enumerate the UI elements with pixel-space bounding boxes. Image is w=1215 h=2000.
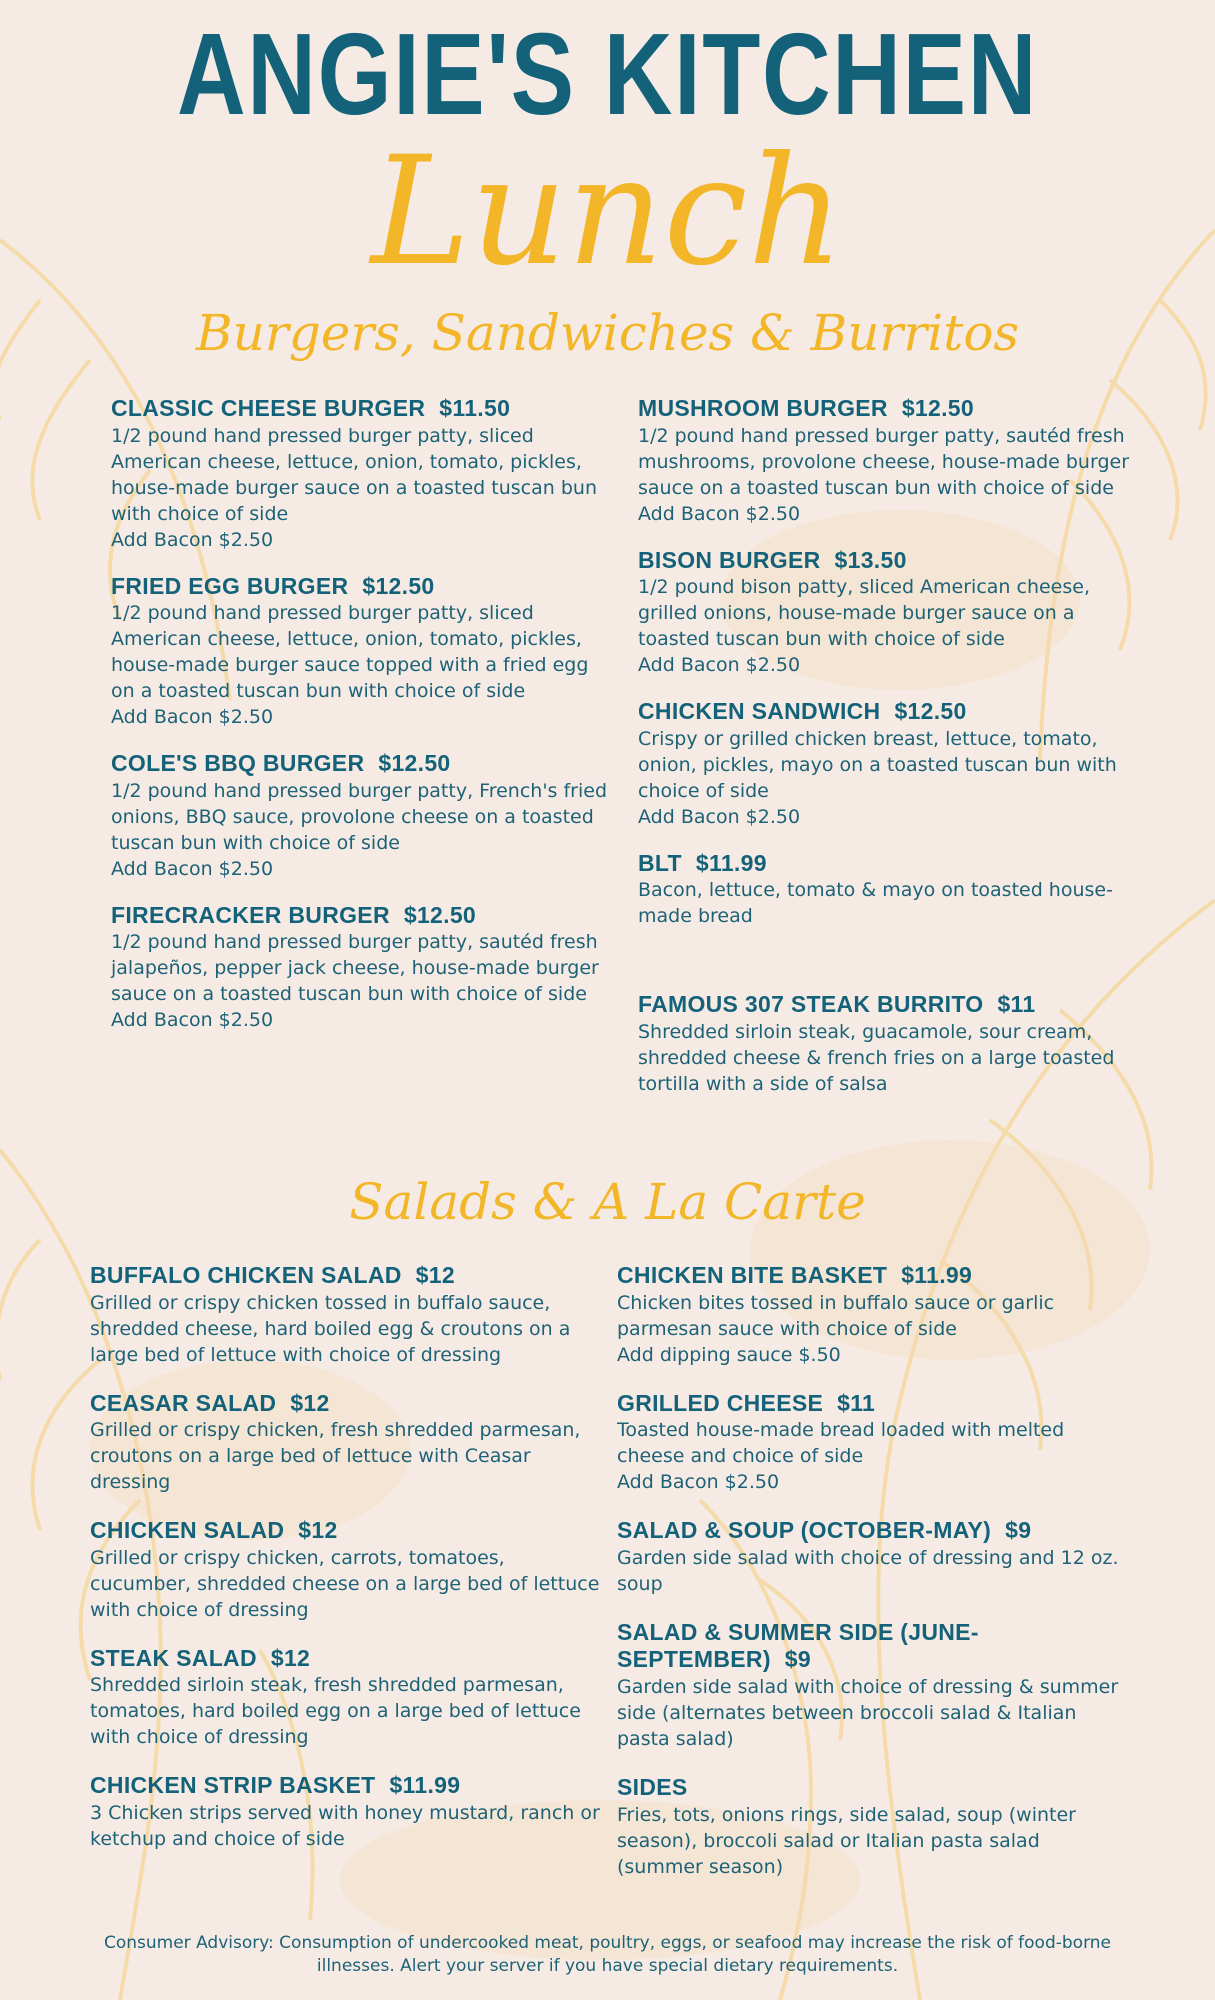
menu-item-name: STEAK SALAD <box>90 1644 257 1671</box>
menu-item-price: $12 <box>270 1644 311 1671</box>
menu-item-heading <box>617 1774 1127 1802</box>
menu-item <box>638 395 1138 527</box>
burgers-left-column <box>111 395 611 1053</box>
menu-item-heading <box>638 547 1138 575</box>
menu-item-heading <box>111 395 611 423</box>
menu-item-heading <box>617 1517 1127 1545</box>
menu-item-heading <box>638 991 1138 1019</box>
menu-item <box>90 1390 600 1496</box>
menu-item-name: COLE'S BBQ BURGER <box>111 750 365 777</box>
menu-item-name: BUFFALO CHICKEN SALAD <box>90 1262 402 1288</box>
menu-item-name: MUSHROOM BURGER <box>638 395 888 421</box>
menu-item-name: FRIED EGG BURGER <box>111 572 349 599</box>
menu-item-heading <box>90 1645 600 1673</box>
menu-item-description: Shredded sirloin steak, fresh shredded parmesan, tomatoes, hard boiled egg on a large bed of lettuce with choice of dressing <box>90 1674 581 1749</box>
menu-item-description: Garden side salad with choice of dressing and 12 oz. soup <box>617 1546 1119 1595</box>
menu-item-name: SALAD & SUMMER SIDE (JUNE-SEPTEMBER) <box>617 1618 979 1673</box>
menu-item <box>638 991 1138 1097</box>
menu-item-price: $11.99 <box>389 1772 461 1799</box>
menu-item-heading <box>617 1619 1127 1674</box>
menu-item-addon: Add Bacon $2.50 <box>617 1471 780 1494</box>
menu-item <box>617 1517 1127 1597</box>
menu-item-description: Bacon, lettuce, tomato & mayo on toasted house-made bread <box>638 879 1113 928</box>
menu-item-description: 1/2 pound hand pressed burger patty, sautéd fresh jalapeños, pepper jack cheese, house-made burger sauce on a toasted tuscan bun with choice of side <box>111 931 599 1006</box>
menu-item-description: Toasted house-made bread loaded with melted cheese and choice of side <box>617 1419 1065 1468</box>
menu-item-description: Crispy or grilled chicken breast, lettuce, tomato, onion, pickles, mayo on a toasted tuscan bun with choice of side <box>638 727 1117 802</box>
menu-item-addon: Add Bacon $2.50 <box>111 1009 274 1032</box>
menu-item-price: $12.50 <box>362 572 435 599</box>
menu-item-name: BLT <box>638 849 682 876</box>
menu-item-heading <box>111 750 611 778</box>
menu-item-addon: Add Bacon $2.50 <box>111 706 274 729</box>
menu-item <box>617 1390 1127 1496</box>
menu-item-description: 3 Chicken strips served with honey mustard, ranch or ketchup and choice of side <box>90 1801 600 1850</box>
menu-item-addon: Add dipping sauce $.50 <box>617 1343 841 1366</box>
menu-item-price: $12 <box>290 1389 330 1416</box>
menu-item-description: Shredded sirloin steak, guacamole, sour cream, shredded cheese & french fries on a large toasted tortilla with a side of salsa <box>638 1020 1115 1095</box>
menu-item-addon: Add Bacon $2.50 <box>638 805 801 828</box>
menu-item-addon: Add Bacon $2.50 <box>111 528 274 551</box>
menu-item-price: $12.50 <box>403 901 477 928</box>
menu-item <box>111 395 611 553</box>
menu-item <box>111 750 611 882</box>
menu-item-heading <box>90 1772 600 1800</box>
burgers-right-column <box>638 395 1138 1117</box>
menu-item-heading <box>638 850 1138 878</box>
menu-item <box>90 1262 600 1368</box>
menu-item-heading <box>638 698 1138 726</box>
menu-item-description: 1/2 pound hand pressed burger patty, sliced American cheese, lettuce, onion, tomato, pickles, house-made burger sauce topped with a fried egg on a toasted tuscan bun with choice of side <box>111 602 589 703</box>
menu-item-name: FIRECRACKER BURGER <box>111 901 390 928</box>
consumer-advisory: Consumer Advisory: Consumption of undercooked meat, poultry, eggs, or seafood may increase the risk of food-borne illnesses. Alert your server if you have special dietary requirements. <box>103 1933 1111 1976</box>
menu-item-addon: Add Bacon $2.50 <box>638 654 801 677</box>
salads-left-column <box>90 1262 600 1874</box>
menu-item-price: $11.50 <box>439 395 511 421</box>
menu-item-price: $12.50 <box>901 395 974 421</box>
menu-item <box>90 1645 600 1751</box>
menu-subtitle-lunch: Lunch <box>370 125 845 299</box>
menu-item-heading <box>617 1262 1127 1290</box>
salads-right-column <box>617 1262 1127 1902</box>
menu-item-price: $11 <box>837 1389 876 1416</box>
menu-item-heading <box>617 1390 1127 1418</box>
restaurant-title: ANGIE'S KITCHEN <box>176 9 1039 139</box>
menu-item-heading <box>90 1390 600 1418</box>
menu-item-name: CHICKEN BITE BASKET <box>617 1262 888 1288</box>
menu-item-heading <box>111 573 611 601</box>
menu-item <box>90 1517 600 1623</box>
menu-item-price: $9 <box>784 1646 811 1673</box>
menu-item-description: Fries, tots, onions rings, side salad, soup (winter season), broccoli salad or Italian pasta salad (summer season) <box>617 1803 1076 1878</box>
menu-item-name: CHICKEN SANDWICH <box>638 698 881 725</box>
menu-item <box>617 1262 1127 1368</box>
menu-item-description: Grilled or crispy chicken tossed in buffalo sauce, shredded cheese, hard boiled egg & croutons on a large bed of lettuce with choice of dressing <box>90 1291 571 1366</box>
menu-item <box>617 1774 1127 1880</box>
menu-item-description: 1/2 pound hand pressed burger patty, sliced American cheese, lettuce, onion, tomato, pickles, house-made burger sauce on a toasted tuscan bun with choice of side <box>111 424 597 525</box>
menu-item-name: BISON BURGER <box>638 546 821 573</box>
menu-item <box>111 573 611 731</box>
menu-item-heading <box>90 1517 600 1545</box>
menu-item-description: Chicken bites tossed in buffalo sauce or garlic parmesan sauce with choice of side <box>617 1291 1055 1340</box>
menu-item-description: Grilled or crispy chicken, carrots, tomatoes, cucumber, shredded cheese on a large bed of lettuce with choice of dressing <box>90 1546 600 1621</box>
menu-item <box>638 850 1138 930</box>
menu-item-description: 1/2 pound hand pressed burger patty, French's fried onions, BBQ sauce, provolone cheese on a toasted tuscan bun with choice of side <box>111 779 608 854</box>
menu-item <box>111 902 611 1034</box>
menu-item-addon: Add Bacon $2.50 <box>111 857 274 880</box>
menu-item <box>617 1619 1127 1752</box>
menu-item <box>638 547 1138 679</box>
menu-item-name: SIDES <box>617 1773 688 1800</box>
section-heading-salads: Salads & A La Carte <box>349 1173 866 1231</box>
menu-item <box>638 698 1138 830</box>
menu-item-price: $11.99 <box>695 849 767 876</box>
menu-item-price: $9 <box>1005 1517 1032 1544</box>
menu-item-price: $11 <box>997 991 1036 1018</box>
menu-item-name: CHICKEN SALAD <box>90 1517 285 1544</box>
menu-item-name: CLASSIC CHEESE BURGER <box>111 395 426 421</box>
menu-item-description: 1/2 pound hand pressed burger patty, sautéd fresh mushrooms, provolone cheese, house-made burger sauce on a toasted tuscan bun with choice of side <box>638 424 1130 499</box>
menu-item-name: CEASAR SALAD <box>90 1389 277 1416</box>
menu-item-name: FAMOUS 307 STEAK BURRITO <box>638 991 984 1018</box>
menu-item-price: $12.50 <box>378 750 451 777</box>
menu-item-description: 1/2 pound bison patty, sliced American cheese, grilled onions, house-made burger sauce on a toasted tuscan bun with choice of side <box>638 576 1091 651</box>
menu-item-name: CHICKEN STRIP BASKET <box>90 1772 376 1799</box>
menu-item-heading <box>90 1262 600 1290</box>
menu-item-price: $13.50 <box>834 546 907 573</box>
menu-item <box>90 1772 600 1852</box>
menu-item-name: GRILLED CHEESE <box>617 1389 824 1416</box>
menu-item-heading <box>111 902 611 930</box>
menu-item-price: $12.50 <box>894 698 967 725</box>
menu-item-price: $12 <box>415 1262 455 1288</box>
menu-item-heading <box>638 395 1138 423</box>
section-heading-burgers: Burgers, Sandwiches & Burritos <box>195 304 1020 362</box>
menu-item-description: Grilled or crispy chicken, fresh shredded parmesan, croutons on a large bed of lettuce with Ceasar dressing <box>90 1419 581 1494</box>
menu-item-addon: Add Bacon $2.50 <box>638 502 801 525</box>
menu-item-price: $12 <box>298 1517 338 1544</box>
menu-item-price: $11.99 <box>901 1262 973 1288</box>
menu-item-name: SALAD & SOUP (OCTOBER-MAY) <box>617 1517 992 1544</box>
menu-item-description: Garden side salad with choice of dressing & summer side (alternates between broccoli salad & Italian pasta salad) <box>617 1675 1119 1750</box>
